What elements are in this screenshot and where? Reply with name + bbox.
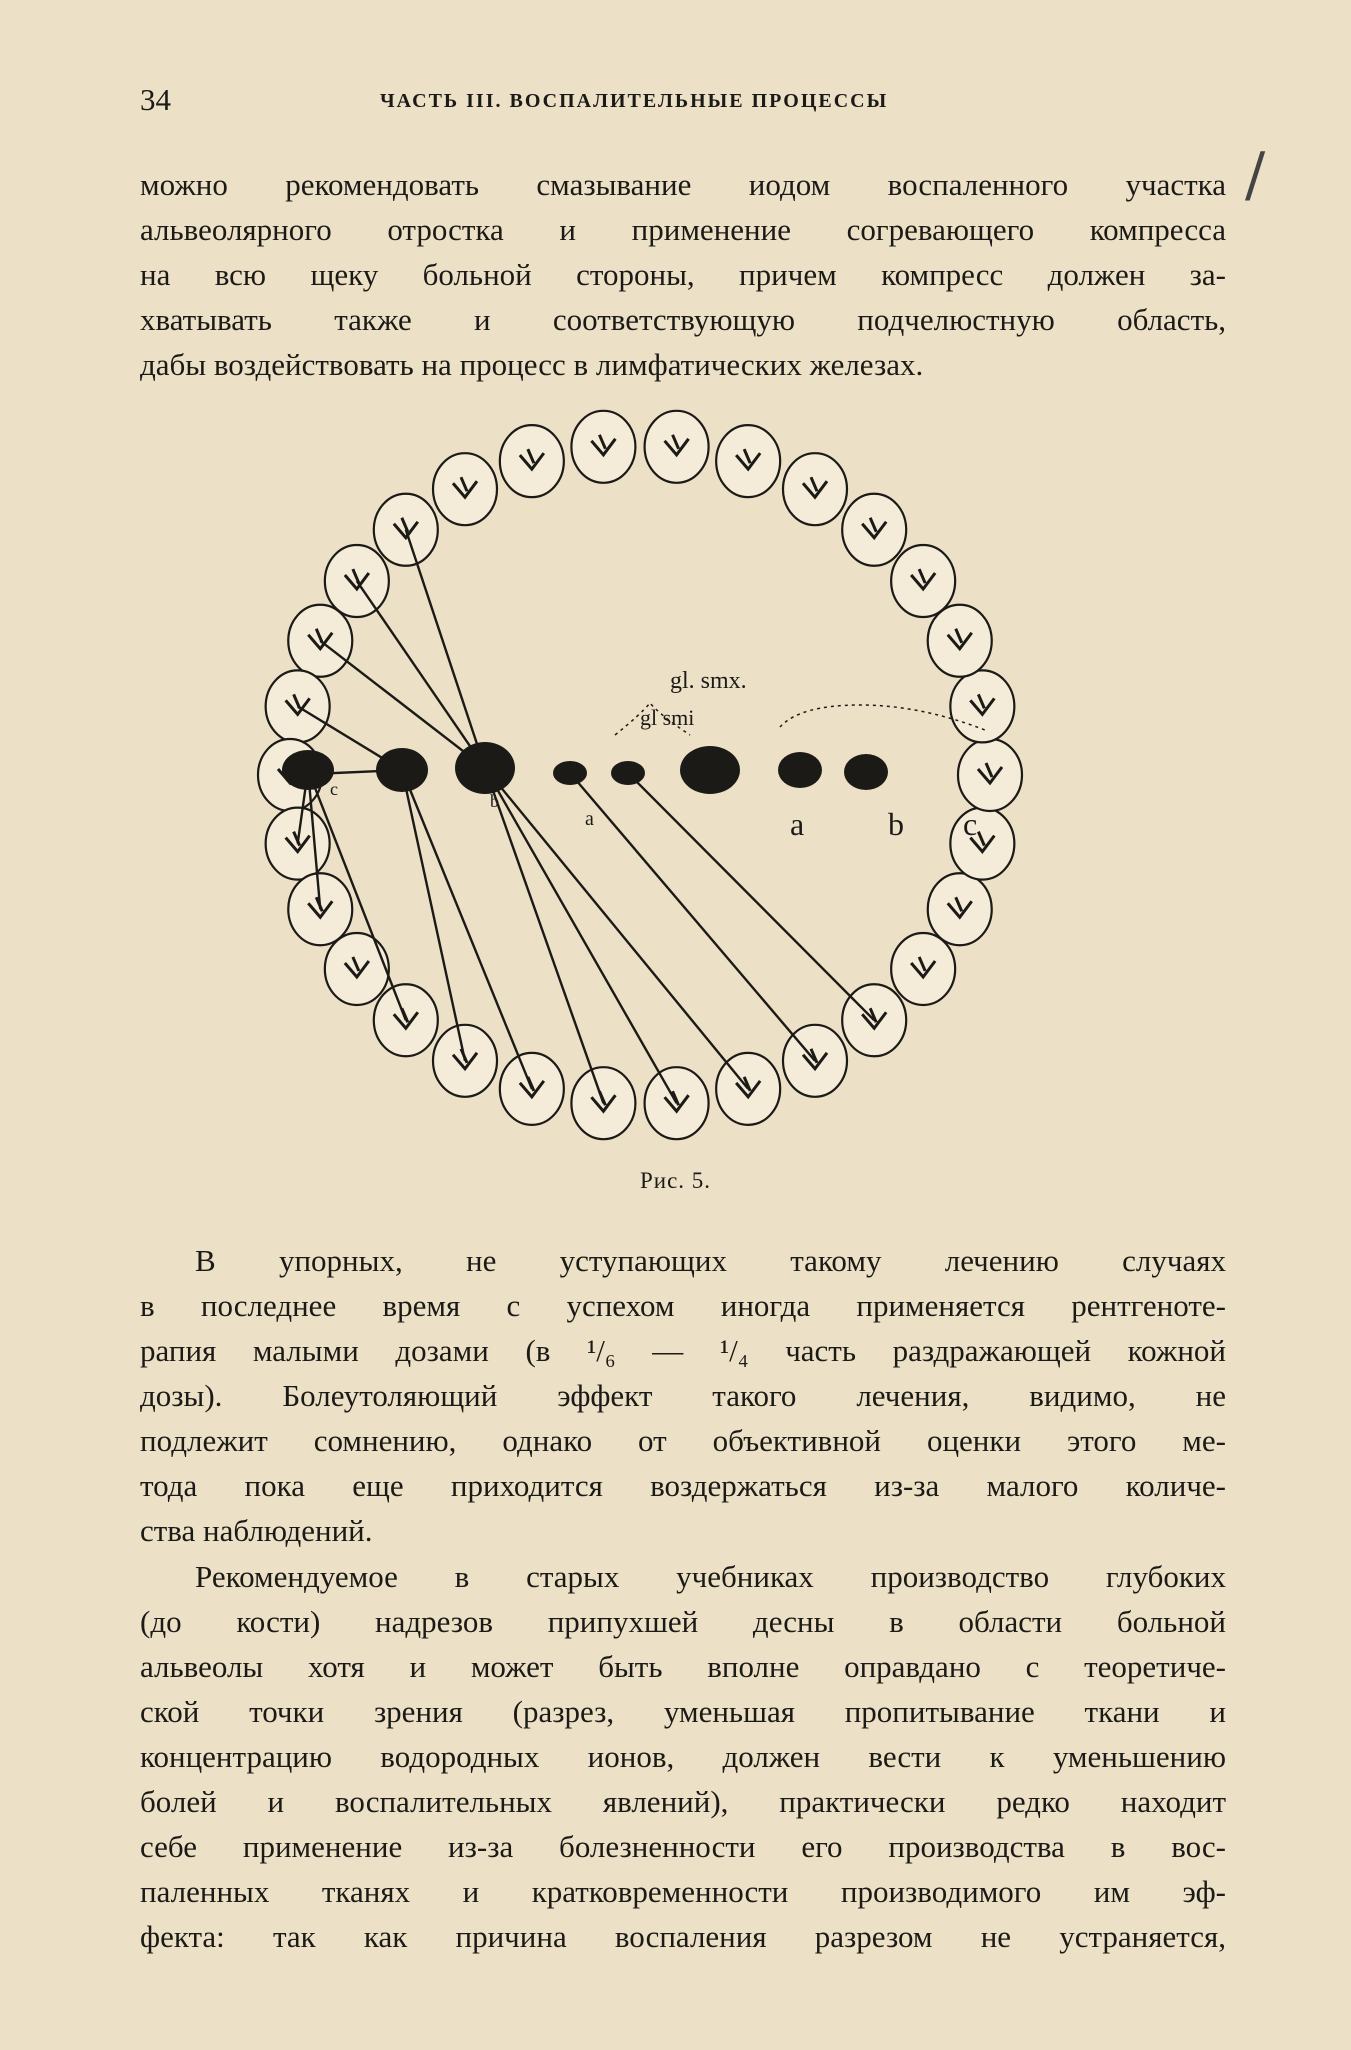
text-line: на всю щеку больной стороны, причем компресс должен за- [140, 257, 1226, 292]
tooth [433, 453, 497, 525]
tooth [928, 873, 992, 945]
text-line: в последнее время с успехом иногда применяется рентгеноте- [140, 1288, 1226, 1323]
tooth [950, 808, 1014, 880]
label-left-b: b [490, 791, 499, 811]
text-line: себе применение из-за болезненности его производства в вос- [140, 1829, 1226, 1864]
drainage-line [485, 768, 677, 1103]
text-line: альвеолярного отростка и применение согревающего компресса [140, 212, 1226, 247]
label-left-a: a [585, 808, 594, 830]
text-line: фекта: так как причина воспаления разрезом не устраняется, [140, 1919, 1226, 1954]
lymph-node [844, 754, 888, 790]
text-line: (до кости) надрезов припухшей десны в области больной [140, 1604, 1226, 1639]
text-line: В упорных, не уступающих такому лечению случаях [195, 1243, 1226, 1278]
tooth [928, 605, 992, 677]
text-line: ской точки зрения (разрез, уменьшая пропитывание ткани и [140, 1694, 1226, 1729]
text-line: альвеолы хотя и может быть вполне оправдано с теоретиче- [140, 1649, 1226, 1684]
label-left-c: c [330, 779, 338, 799]
label-right-b: b [888, 806, 904, 842]
text-line: можно рекомендовать смазывание иодом воспаленного участка [140, 167, 1226, 202]
text-line: Рекомендуемое в старых учебниках производство глубоких [195, 1559, 1226, 1594]
drainage-line [485, 768, 748, 1089]
text-line: хватывать также и соответствующую подчелюстную область, [140, 302, 1226, 337]
tooth [842, 494, 906, 566]
figure-caption: Рис. 5. [639, 1168, 712, 1193]
paragraph-3 [140, 1554, 1226, 1959]
text-line: дабы воздействовать на процесс в лимфатических железах. [140, 347, 924, 382]
tooth [288, 873, 352, 945]
tooth [645, 411, 709, 483]
label-right-c: c [963, 806, 978, 842]
figure-teeth-lymph-diagram [240, 405, 1040, 1165]
tooth [958, 739, 1022, 811]
figure-labels [330, 668, 985, 842]
margin-pencil-mark: / [1245, 140, 1266, 210]
running-head: ЧАСТЬ III. ВОСПАЛИТЕЛЬНЫЕ ПРОЦЕССЫ [380, 90, 889, 112]
tooth [325, 933, 389, 1005]
page-header [140, 82, 1230, 122]
text-line: концентрацию водородных ионов, должен вести к уменьшению [140, 1739, 1226, 1774]
tooth [891, 933, 955, 1005]
drainage-line [628, 773, 874, 1020]
paragraph-2 [140, 1238, 1226, 1553]
text-line: дозы). Болеутоляющий эффект такого лечения, видимо, не [140, 1378, 1226, 1413]
drainage-line [357, 581, 485, 768]
tooth [891, 545, 955, 617]
text-line: болей и воспалительных явлений), практически редко находит [140, 1784, 1226, 1819]
label-gl-smx: gl. smx. [670, 668, 747, 694]
tooth [783, 453, 847, 525]
label-right-a: a [790, 806, 805, 842]
text-line: подлежит сомнению, однако от объективной оценки этого ме- [140, 1423, 1226, 1458]
text-line: тода пока еще приходится воздержаться из-за малого количе- [140, 1468, 1226, 1503]
text-line: ства наблюдений. [140, 1513, 373, 1548]
drainage-line [406, 530, 485, 768]
tooth [500, 425, 564, 497]
lymph-node [778, 752, 822, 788]
text-line: рапия малыми дозами (в ¹/₆ — ¹/₄ часть раздражающей кожной [140, 1333, 1226, 1368]
tooth [950, 670, 1014, 742]
text-line: паленных тканях и кратковременности производимого им эф- [140, 1874, 1226, 1909]
label-gl-smi: gl smi [640, 705, 695, 730]
page-number: 34 [140, 82, 171, 117]
tooth [716, 425, 780, 497]
lymph-nodes [282, 742, 888, 794]
paragraph-1 [140, 162, 1226, 387]
tooth [571, 411, 635, 483]
lymph-node [680, 746, 740, 794]
